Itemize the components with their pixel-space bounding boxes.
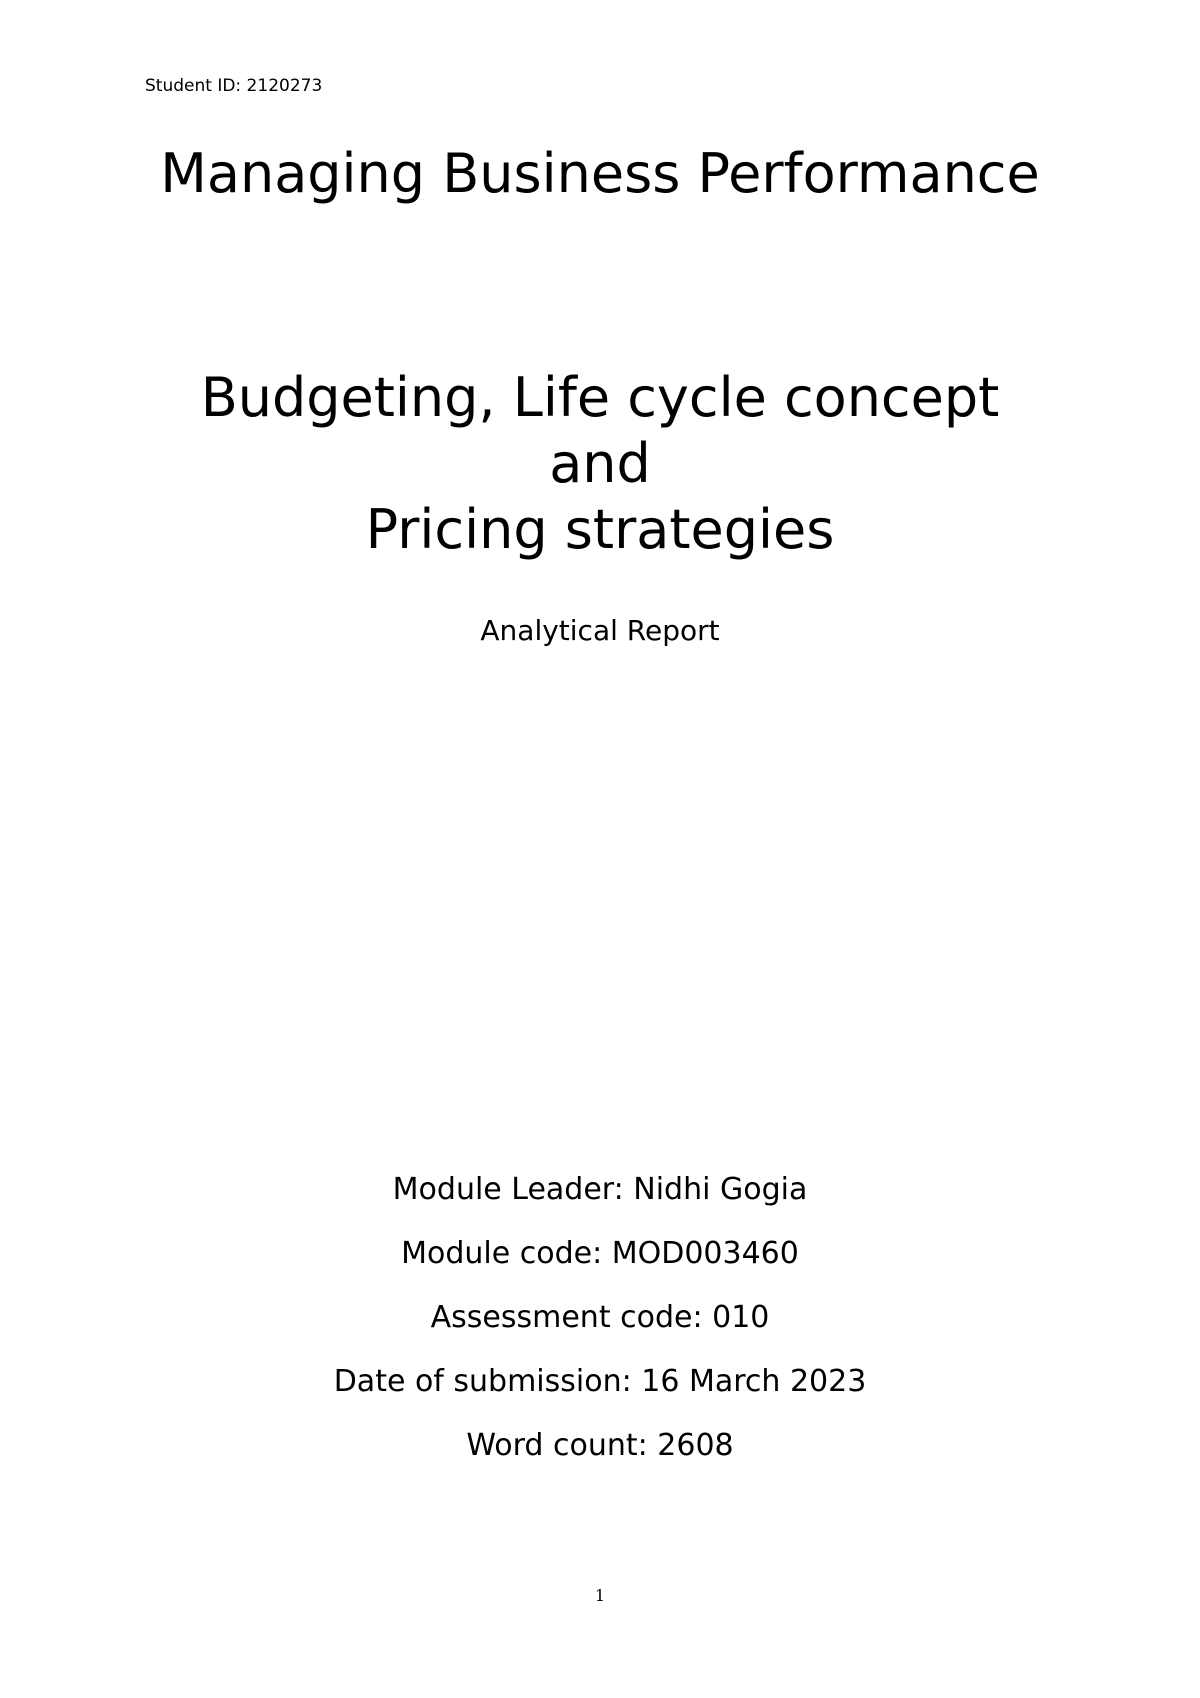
report-title-line-1: Budgeting, Life cycle concept [200, 366, 1000, 429]
main-title: Managing Business Performance [160, 142, 1040, 205]
report-title [0, 365, 1200, 563]
page-number: 1 [594, 1586, 606, 1605]
date-of-submission: Date of submission: 16 March 2023 [333, 1364, 867, 1399]
report-title-line-3: Pricing strategies [365, 498, 835, 561]
report-title-line-2: and [549, 432, 651, 495]
module-leader: Module Leader: Nidhi Gogia [392, 1172, 808, 1207]
student-id-header: Student ID: 2120273 [145, 76, 323, 96]
submission-details [0, 1172, 1200, 1492]
report-type: Analytical Report [480, 614, 720, 647]
word-count: Word count: 2608 [466, 1428, 734, 1463]
assessment-code: Assessment code: 010 [430, 1300, 770, 1335]
module-code: Module code: MOD003460 [401, 1236, 799, 1271]
